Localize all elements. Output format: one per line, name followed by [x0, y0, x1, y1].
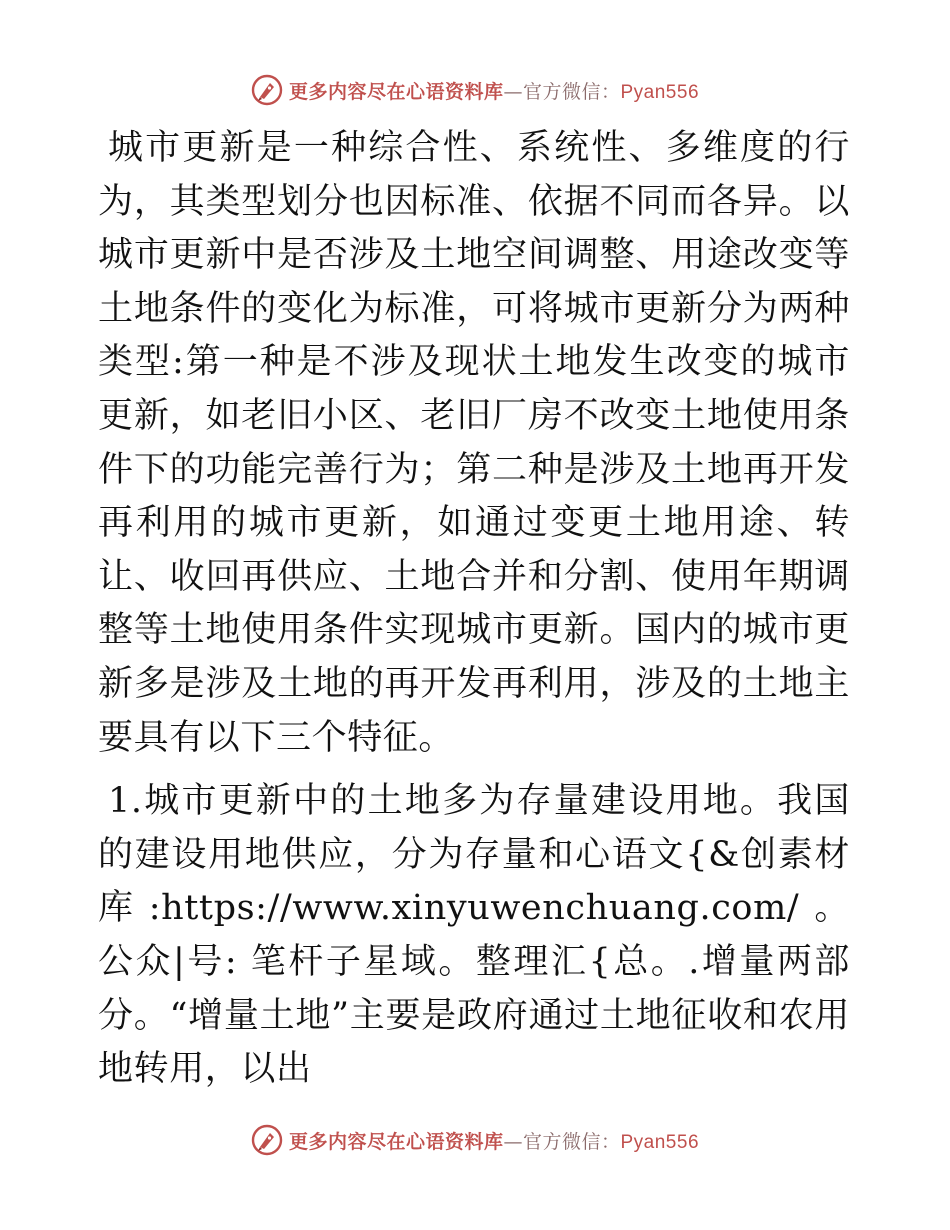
header-watermark-text: [289, 77, 699, 104]
watermark-main-text: 更多内容尽在心语资料库: [288, 1130, 504, 1153]
watermark-wechat-id: Pyan556: [620, 1131, 700, 1153]
header-watermark-banner: [0, 70, 950, 110]
footer-watermark-text: [289, 1127, 699, 1154]
watermark-separator-text: —官方微信：: [503, 80, 621, 103]
watermark-main-text: 更多内容尽在心语资料库: [288, 80, 504, 103]
pen-nib-logo-icon: [251, 1124, 283, 1156]
watermark-wechat-id: Pyan556: [620, 81, 700, 103]
body-paragraph-2: 1.城市更新中的土地多为存量建设用地。我国的建设用地供应，分为存量和心语文{&创素材库:https://www.xinyuwenchuang.com/。公众|号: 笔杆子星域。整理汇{总。.增量两部分。“增量土地”主要是政府通过土地征收和农用地转用，以出: [98, 781, 850, 1090]
pen-nib-logo-icon: [251, 74, 283, 106]
body-paragraph-1: 城市更新是一种综合性、系统性、多维度的行为，其类型划分也因标准、依据不同而各异。以城市更新中是否涉及土地空间调整、用途改变等土地条件的变化为标准，可将城市更新分为两种类型:第一种是不涉及现状土地发生改变的城市更新，如老旧小区、老旧厂房不改变土地使用条件下的功能完善行为；第二种是涉及土地再开发再利用的城市更新，如通过变更土地用途、转让、收回再供应、土地合并和分割、使用年期调整等土地使用条件实现城市更新。国内的城市更新多是涉及土地的再开发再利用，涉及的土地主要具有以下三个特征。: [98, 128, 850, 758]
document-body: [98, 122, 850, 1097]
watermark-separator-text: —官方微信：: [503, 1130, 621, 1153]
footer-watermark-banner: [0, 1120, 950, 1160]
